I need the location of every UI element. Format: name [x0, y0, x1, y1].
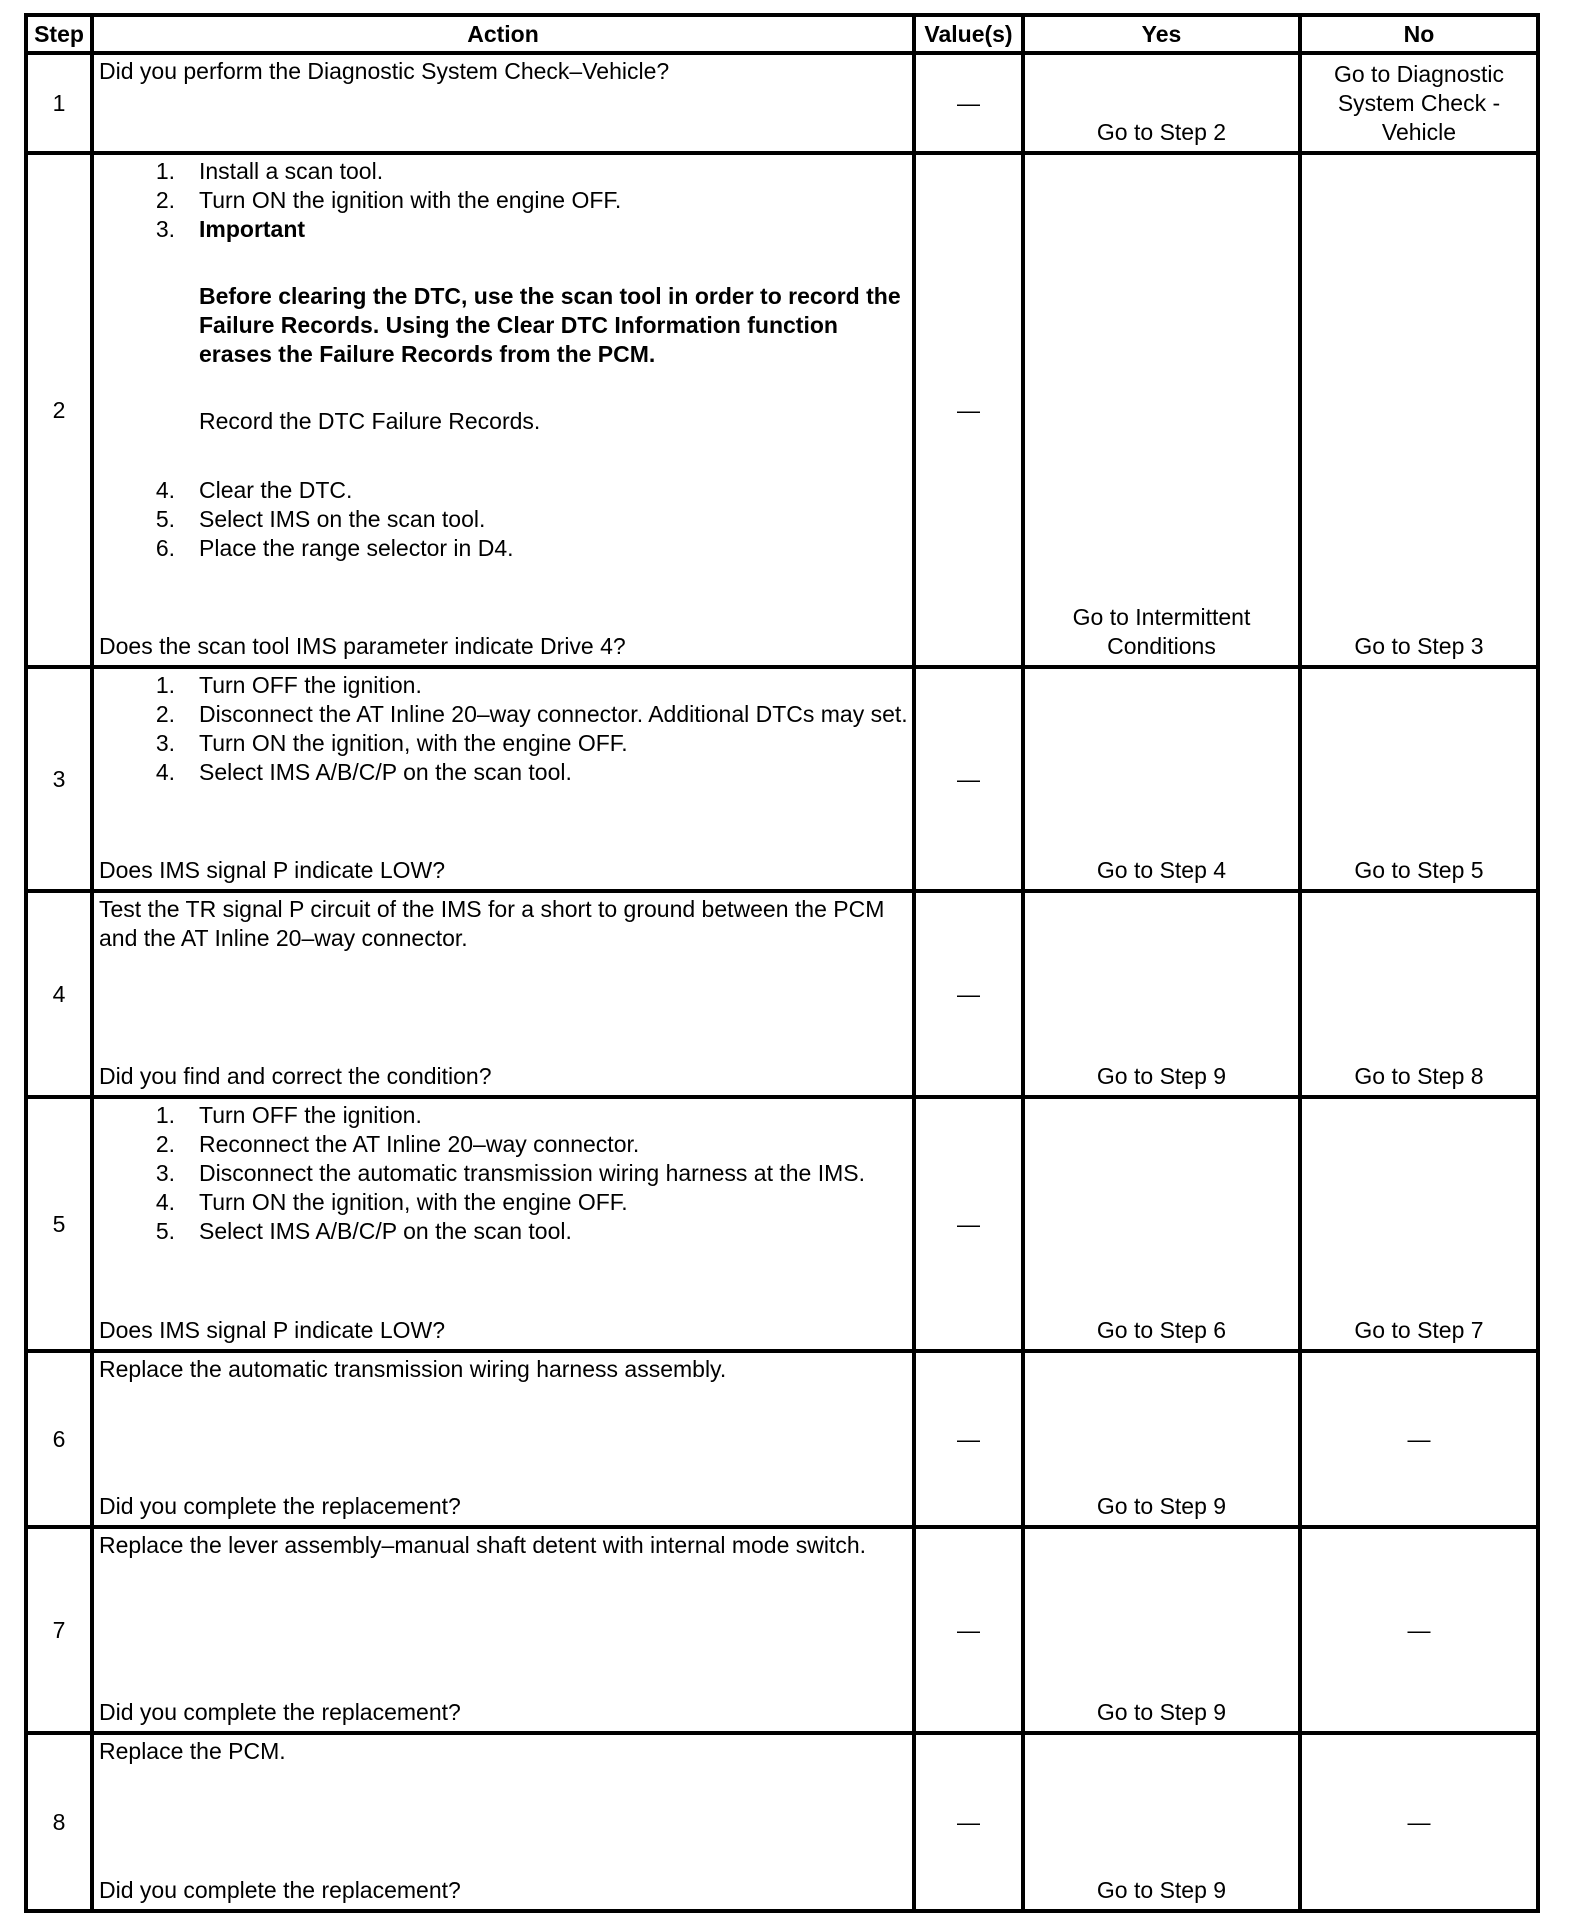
- step-number: 8: [26, 1733, 92, 1911]
- step-list: [99, 671, 908, 787]
- header-no: No: [1300, 15, 1538, 53]
- step-list: [99, 476, 908, 563]
- table-row: [26, 1097, 1538, 1351]
- action-text: Test the TR signal P circuit of the IMS for a short to ground between the PCM and the AT Inline 20–way connector.: [99, 896, 885, 951]
- table-row: [26, 891, 1538, 1097]
- value-cell: —: [914, 153, 1023, 667]
- action-question: Did you complete the replacement?: [99, 1493, 461, 1519]
- step-number: 1: [26, 53, 92, 153]
- record-note: Record the DTC Failure Records.: [199, 408, 541, 434]
- yes-cell: Go to Step 9: [1023, 1733, 1300, 1911]
- step-list: [99, 157, 908, 436]
- important-label: Important: [199, 216, 306, 242]
- step-number: 6: [26, 1351, 92, 1527]
- action-text: Did you perform the Diagnostic System Check–Vehicle?: [99, 58, 670, 84]
- list-item: 4. Select IMS A/B/C/P on the scan tool.: [155, 759, 572, 785]
- action-text: Replace the PCM.: [99, 1738, 286, 1764]
- step-number: 2: [26, 153, 92, 667]
- action-question: Did you complete the replacement?: [99, 1877, 461, 1903]
- table-row: [26, 153, 1538, 667]
- table-row: [26, 1527, 1538, 1733]
- action-question: Does the scan tool IMS parameter indicate Drive 4?: [99, 633, 626, 659]
- no-cell: Go to Step 8: [1300, 891, 1538, 1097]
- action-cell: [92, 891, 914, 1097]
- action-cell: [92, 1527, 914, 1733]
- yes-cell: Go to Step 2: [1023, 53, 1300, 153]
- action-cell: [92, 1351, 914, 1527]
- list-item: 5. Select IMS on the scan tool.: [155, 506, 486, 532]
- action-cell: [92, 53, 914, 153]
- step-number: 3: [26, 667, 92, 891]
- list-item: 1. Turn OFF the ignition.: [155, 1102, 422, 1128]
- value-cell: —: [914, 891, 1023, 1097]
- yes-cell: Go to Intermittent Conditions: [1023, 153, 1300, 667]
- no-cell: Go to Diagnostic System Check - Vehicle: [1300, 53, 1538, 153]
- list-item: 1. Install a scan tool.: [155, 158, 384, 184]
- table-row: [26, 667, 1538, 891]
- table-row: [26, 1733, 1538, 1911]
- step-number: 4: [26, 891, 92, 1097]
- yes-cell: Go to Step 4: [1023, 667, 1300, 891]
- yes-cell: Go to Step 6: [1023, 1097, 1300, 1351]
- list-item: 4. Clear the DTC.: [155, 477, 353, 503]
- list-item: 3. Important Before clearing the DTC, use the scan tool in order to record the Failure Records. Using the Clear DTC Information function erases the Failure Records from the PCM. Record the DTC Failure Records.: [99, 215, 908, 436]
- list-item: 3. Turn ON the ignition, with the engine OFF.: [155, 730, 628, 756]
- step-number: 7: [26, 1527, 92, 1733]
- no-cell: —: [1300, 1527, 1538, 1733]
- no-cell: Go to Step 5: [1300, 667, 1538, 891]
- action-cell: [92, 667, 914, 891]
- header-action: Action: [92, 15, 914, 53]
- action-text: Replace the automatic transmission wiring harness assembly.: [99, 1356, 727, 1382]
- header-yes: Yes: [1023, 15, 1300, 53]
- list-item: 3. Disconnect the automatic transmission wiring harness at the IMS.: [155, 1160, 866, 1186]
- no-cell: —: [1300, 1351, 1538, 1527]
- action-question: Did you find and correct the condition?: [99, 1063, 492, 1089]
- action-cell: [92, 153, 914, 667]
- action-cell: [92, 1733, 914, 1911]
- value-cell: —: [914, 1351, 1023, 1527]
- action-question: Does IMS signal P indicate LOW?: [99, 857, 446, 883]
- list-item: 2. Reconnect the AT Inline 20–way connector.: [155, 1131, 640, 1157]
- table-row: [26, 1351, 1538, 1527]
- action-question: Did you complete the replacement?: [99, 1699, 461, 1725]
- list-item: 2. Turn ON the ignition with the engine OFF.: [155, 187, 622, 213]
- list-item: 2. Disconnect the AT Inline 20–way connector. Additional DTCs may set.: [155, 701, 908, 727]
- no-cell: —: [1300, 1733, 1538, 1911]
- step-list: [99, 1101, 908, 1246]
- yes-cell: Go to Step 9: [1023, 1351, 1300, 1527]
- important-note: Before clearing the DTC, use the scan tool in order to record the Failure Records. Using the Clear DTC Information function erases the Failure Records from the PCM.: [199, 283, 901, 367]
- header-step: Step: [26, 15, 92, 53]
- list-item: 6. Place the range selector in D4.: [155, 535, 514, 561]
- no-cell: Go to Step 3: [1300, 153, 1538, 667]
- action-question: Does IMS signal P indicate LOW?: [99, 1317, 446, 1343]
- yes-cell: Go to Step 9: [1023, 1527, 1300, 1733]
- diagnostic-table: [24, 13, 1540, 1913]
- step-number: 5: [26, 1097, 92, 1351]
- action-text: Replace the lever assembly–manual shaft detent with internal mode switch.: [99, 1532, 867, 1558]
- list-item: 4. Turn ON the ignition, with the engine OFF.: [155, 1189, 628, 1215]
- header-row: [26, 15, 1538, 53]
- value-cell: —: [914, 667, 1023, 891]
- value-cell: —: [914, 1733, 1023, 1911]
- yes-cell: Go to Step 9: [1023, 891, 1300, 1097]
- list-item: 5. Select IMS A/B/C/P on the scan tool.: [155, 1218, 572, 1244]
- action-cell: [92, 1097, 914, 1351]
- value-cell: —: [914, 53, 1023, 153]
- value-cell: —: [914, 1097, 1023, 1351]
- list-item: 1. Turn OFF the ignition.: [155, 672, 422, 698]
- header-values: Value(s): [914, 15, 1023, 53]
- value-cell: —: [914, 1527, 1023, 1733]
- no-cell: Go to Step 7: [1300, 1097, 1538, 1351]
- table-row: [26, 53, 1538, 153]
